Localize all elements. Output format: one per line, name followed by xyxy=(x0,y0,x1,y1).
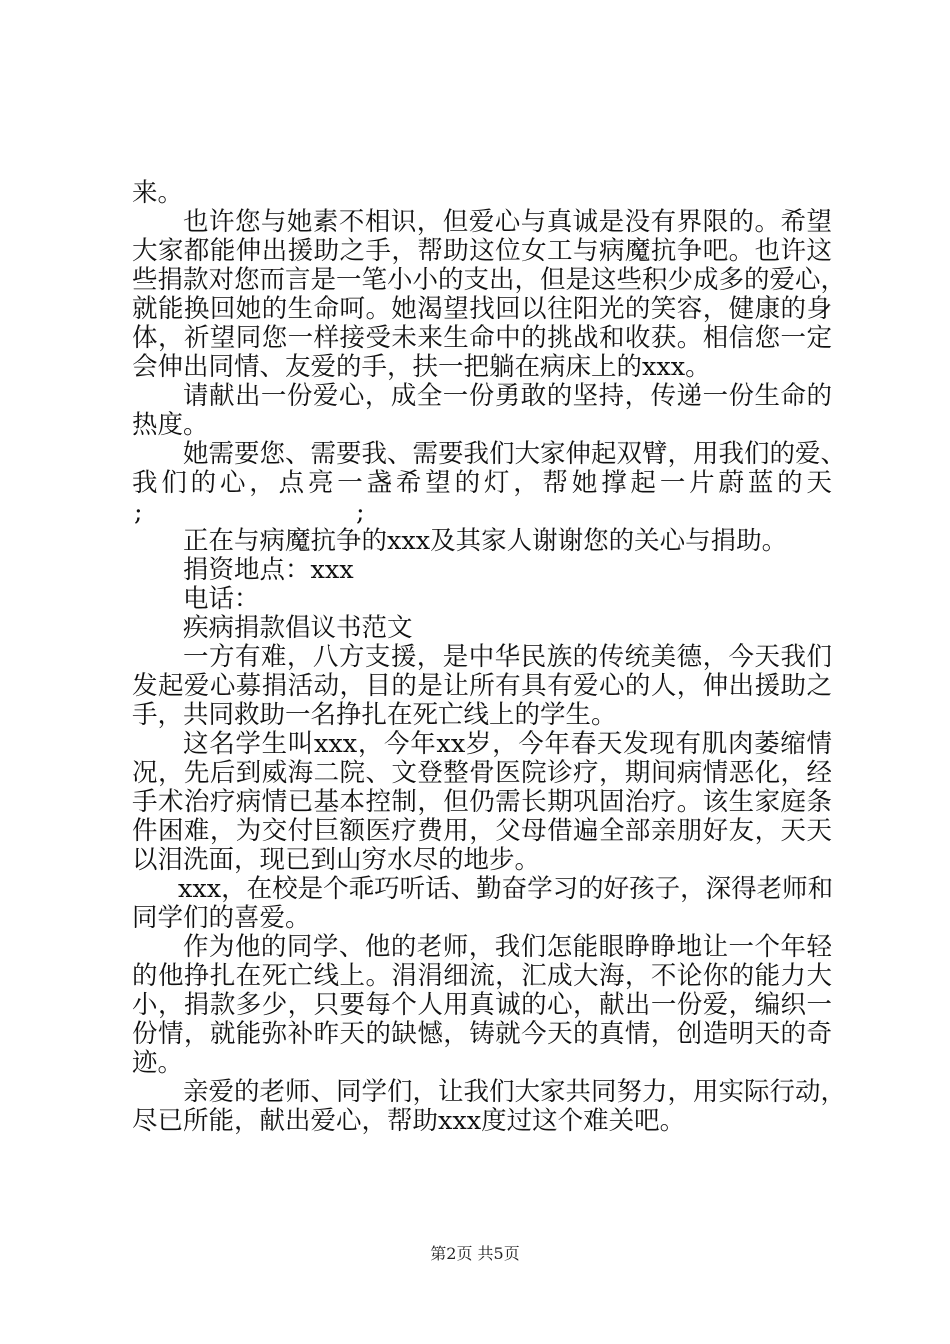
text-line: 的他挣扎在死亡线上。涓涓细流，汇成大海，不论你的能力大 xyxy=(132,961,832,991)
text-line: 同学们的喜爱。 xyxy=(132,903,311,933)
text-line: 就能换回她的生命呵。她渴望找回以往阳光的笑容，健康的身 xyxy=(132,294,832,324)
text-line: 来。 xyxy=(132,178,184,208)
text-line: 小，捐款多少，只要每个人用真诚的心，献出一份爱，编织一 xyxy=(132,990,832,1020)
text-line: 以泪洗面，现已到山穷水尽的地步。 xyxy=(132,845,541,875)
text-line: 亲爱的老师、同学们，让我们大家共同努力，用实际行动， xyxy=(183,1077,847,1107)
text-line: 捐资地点：xxx xyxy=(183,555,354,585)
text-line: 迹。 xyxy=(132,1048,184,1078)
text-line: ; xyxy=(134,497,143,527)
text-line: 件困难，为交付巨额医疗费用，父母借遍全部亲朋好友，天天 xyxy=(132,816,832,846)
text-line: 尽已所能，献出爱心，帮助xxx度过这个难关吧。 xyxy=(132,1106,686,1136)
text-line: 体，祈望同您一样接受未来生命中的挑战和收获。相信您一定 xyxy=(132,323,832,353)
section-heading: 疾病捐款倡议书范文 xyxy=(183,613,413,643)
text-line: 况，先后到威海二院、文登整骨医院诊疗，期间病情恶化，经 xyxy=(132,758,832,788)
text-line: xxx，在校是个乖巧听话、勤奋学习的好孩子，深得老师和 xyxy=(178,874,834,904)
text-line: 这名学生叫xxx，今年xx岁，今年春天发现有肌肉萎缩情 xyxy=(183,729,832,759)
text-line: 发起爱心募捐活动，目的是让所有具有爱心的人，伸出援助之 xyxy=(132,671,832,701)
text-line: 份情，就能弥补昨天的缺憾，铸就今天的真情，创造明天的奇 xyxy=(132,1019,832,1049)
text-line: 手术治疗病情已基本控制，但仍需长期巩固治疗。该生家庭条 xyxy=(132,787,832,817)
text-line: 会伸出同情、友爱的手，扶一把躺在病床上的xxx。 xyxy=(132,352,711,382)
text-line: 请献出一份爱心，成全一份勇敢的坚持，传递一份生命的 xyxy=(183,381,832,411)
text-line: 也许您与她素不相识，但爱心与真诚是没有界限的。希望 xyxy=(183,207,832,237)
text-line: ; xyxy=(356,497,365,527)
text-line: 作为他的同学、他的老师，我们怎能眼睁睁地让一个年轻 xyxy=(183,932,832,962)
text-line: 电话： xyxy=(183,584,260,614)
text-line: 大家都能伸出援助之手，帮助这位女工与病魔抗争吧。也许这 xyxy=(132,236,832,266)
text-line: 手，共同救助一名挣扎在死亡线上的学生。 xyxy=(132,700,617,730)
text-line: 正在与病魔抗争的xxx及其家人谢谢您的关心与捐助。 xyxy=(183,526,788,556)
text-line: 些捐款对您而言是一笔小小的支出，但是这些积少成多的爱心， xyxy=(132,265,847,295)
text-line: 我们的心，点亮一盏希望的灯，帮她撑起一片蔚蓝的天 xyxy=(132,468,832,498)
page-footer: 第2页 共5页 xyxy=(430,1244,520,1263)
text-line: 一方有难，八方支援，是中华民族的传统美德，今天我们 xyxy=(183,642,832,672)
text-line: 热度。 xyxy=(132,410,209,440)
text-line: 她需要您、需要我、需要我们大家伸起双臂，用我们的爱、 xyxy=(183,439,847,469)
